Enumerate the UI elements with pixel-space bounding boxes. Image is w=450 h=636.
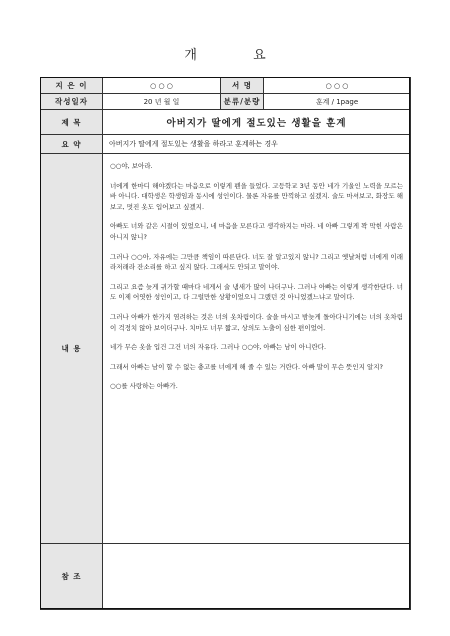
content-paragraph: 아빠도 너와 같은 시절이 있었으니, 네 마음을 모른다고 생각하지는 마라. 네 아빠 그렇게 꽉 막힌 사람은 아니지 않니? [110, 222, 403, 241]
date-label: 작성일자 [41, 94, 103, 110]
content-paragraph: ○○를 사랑하는 아빠가. [110, 382, 178, 391]
author-label: 지 은 이 [41, 78, 103, 94]
content-body [103, 154, 411, 544]
reference-label: 참 조 [41, 544, 103, 610]
summary-value: 아버지가 딸에게 절도있는 생활을 하라고 훈계하는 경우 [103, 135, 411, 154]
content-paragraph: 그러나 ○○아, 자유에는 그만큼 책임이 따른단다. 너도 잘 알고있지 않니? 그리고 옛날처럼 너에게 이래라저래라 잔소리를 하고 싶지 않다. 그래서도 안되고 말이야. [110, 252, 403, 272]
content-row [41, 154, 411, 544]
content-paragraph: 그래서 아빠는 남이 할 수 없는 충고를 너에게 해 줄 수 있는 거란다. 아빠 말이 무슨 뜻인지 알지? [110, 362, 383, 371]
document-title: 개 요 [184, 48, 292, 63]
subject-value: 아버지가 딸에게 절도있는 생활을 훈계 [103, 110, 411, 135]
author-row [41, 78, 411, 94]
category-value: 훈계 / 1page [264, 94, 411, 110]
content-label: 내 용 [41, 154, 103, 544]
reference-row [41, 544, 411, 610]
summary-form-table [40, 77, 411, 610]
reference-value [103, 544, 411, 610]
signature-label: 서 명 [221, 78, 264, 94]
subject-row [41, 110, 411, 135]
content-paragraph: 너에게 한마디 해야겠다는 마음으로 이렇게 펜을 들었다. 고등학교 3년 동안 네가 기울인 노력을 모르는 바 아니다. 대학생은 학생임과 동시에 성인이다. 물론 자유를 만끽하고 싶겠지. 술도 마셔보고, 화장도 해보고, 멋진 옷도 입어보고 싶겠지. [110, 181, 403, 211]
content-paragraph: 그러나 아빠가 한가지 염려하는 것은 너의 옷차림이다. 술을 마시고 밤늦게 돌아다니기에는 너의 옷차림이 걱정치 않아 보이더구나. 치마도 너무 짧고, 상의도 노출이 심한 편이었어. [110, 312, 403, 332]
summary-label: 요 약 [41, 135, 103, 154]
content-paragraph: 그리고 요즘 늦게 귀가할 때마다 네게서 술 냄새가 많이 나더구나. 그러나 아빠는 이렇게 생각한단다. 너도 이제 어엿한 성인이고, 다 그럴만한 상황이었으니 그랬던 것 아니었겠느냐고 말이다. [110, 282, 403, 302]
date-value: 20 년 월 일 [103, 94, 221, 110]
signature-value: ○ ○ ○ [264, 78, 411, 94]
subject-label: 제 목 [41, 110, 103, 135]
category-label: 분류/분량 [221, 94, 264, 110]
summary-row [41, 135, 411, 154]
content-paragraph: ○○야, 보아라. [110, 162, 153, 170]
content-paragraph: 네가 무슨 옷을 입건 그건 너의 자유다. 그러나 ○○야, 아빠는 남이 아니란다. [110, 343, 327, 352]
date-row [41, 94, 411, 110]
author-value: ○ ○ ○ [103, 78, 221, 94]
